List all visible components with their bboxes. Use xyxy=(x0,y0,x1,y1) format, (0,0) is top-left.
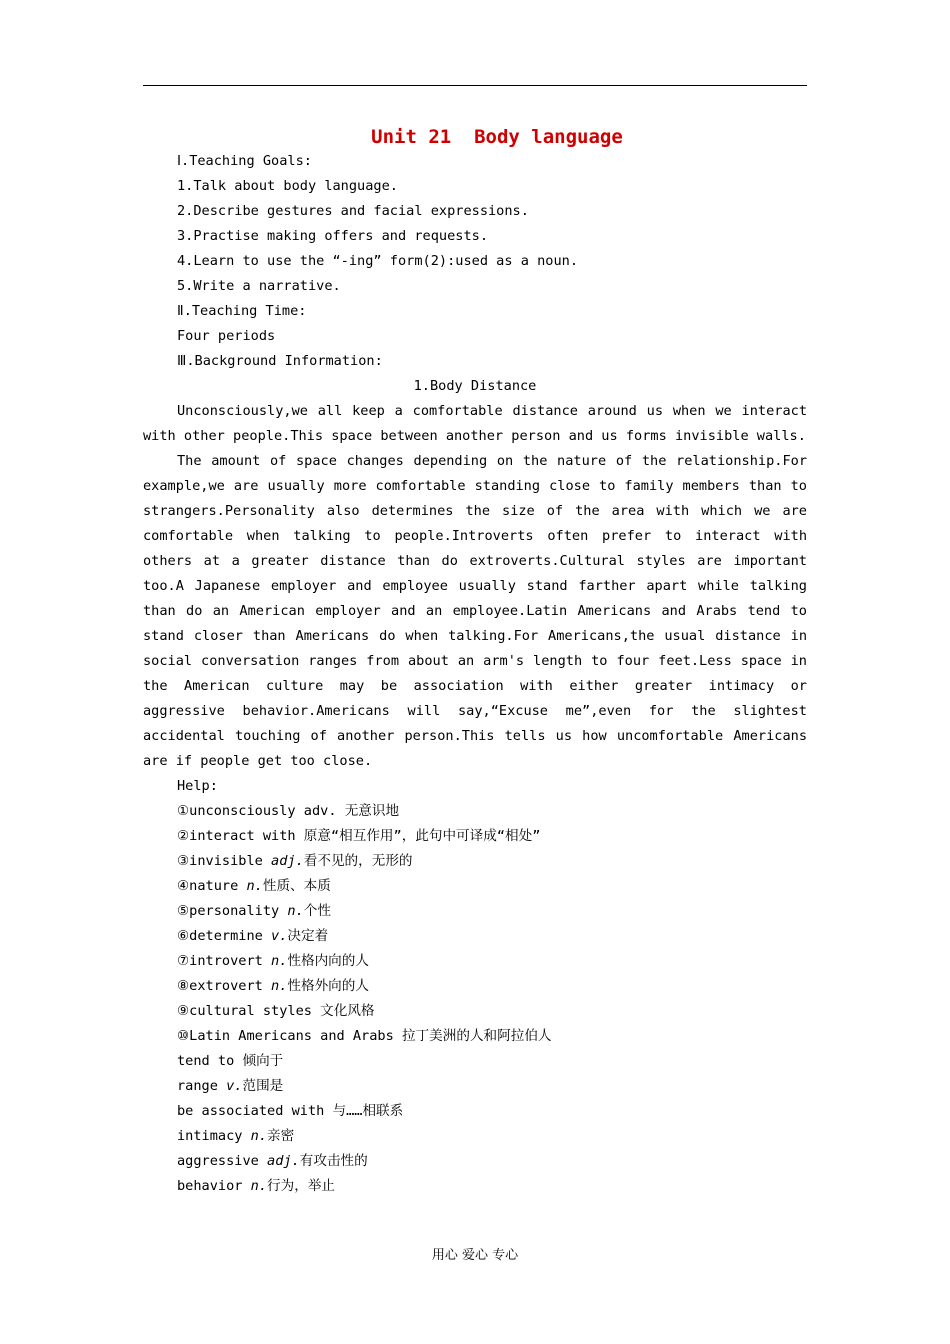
help-gloss: 看不见的，无形的 xyxy=(303,853,413,869)
header-rule xyxy=(143,85,807,86)
help-item xyxy=(143,849,807,874)
body-paragraph: The amount of space changes depending on the nature of the relationship.For example,we are usually more comfortable standing close to family members than to strangers.Personality also determines the size of the area with which we are comfortable when talking to people.Introverts often prefer to interact with others at a greater distance than do extroverts.Cultural styles are important too.A Japanese employer and employee usually stand farther apart while talking than do an American employer and an employee.Latin Americans and Arabs tend to stand closer than Americans do when talking.For Americans,the usual distance in social conversation ranges from about an arm's length to four feet.Less space in the American culture may be association with either greater intimacy or aggressive behavior.Americans will say,“Excuse me”,even for the slightest accidental touching of another person.This tells us how uncomfortable Americans are if people get too close. xyxy=(143,453,807,769)
help-item xyxy=(143,999,807,1024)
help-gloss: 无意识地 xyxy=(344,803,400,819)
help-term: ②interact with xyxy=(177,828,304,844)
help-gloss: 原意“相互作用”，此句中可译成“相处” xyxy=(303,828,541,844)
help-term: ①unconsciously adv. xyxy=(177,803,345,819)
help-gloss: 文化风格 xyxy=(320,1003,375,1019)
help-pos: adj. xyxy=(267,1153,300,1169)
help-item xyxy=(143,1124,807,1149)
help-item xyxy=(143,949,807,974)
goal-item: 4.Learn to use the “-ing” form(2):used as a noun. xyxy=(177,253,579,269)
help-term: tend to xyxy=(177,1053,243,1069)
page-footer: 用心 爱心 专心 xyxy=(431,1248,519,1263)
goal-item: 5.Write a narrative. xyxy=(177,278,341,294)
help-pos: n. xyxy=(250,1128,268,1144)
help-pos: n. xyxy=(271,978,288,994)
help-pos: adj. xyxy=(271,853,304,869)
help-term: ⑩Latin Americans and Arabs xyxy=(177,1028,402,1044)
help-gloss: 性格内向的人 xyxy=(287,953,369,969)
help-gloss: 与……相联系 xyxy=(332,1103,404,1119)
help-pos: v. xyxy=(271,928,288,944)
help-item xyxy=(143,799,807,824)
help-term: ⑥determine xyxy=(177,928,272,944)
document-title: Unit 21 Body language xyxy=(371,126,623,148)
help-gloss: 性格外向的人 xyxy=(287,978,369,994)
document-body xyxy=(143,149,807,1199)
background-heading: Ⅲ.Background Information: xyxy=(177,353,383,369)
help-gloss: 拉丁美洲的人和阿拉伯人 xyxy=(401,1028,552,1044)
help-term: ③invisible xyxy=(177,853,272,869)
help-term: range xyxy=(177,1078,227,1094)
help-item xyxy=(143,899,807,924)
help-gloss: 有攻击性的 xyxy=(299,1153,368,1169)
help-gloss: 范围是 xyxy=(242,1078,284,1094)
help-term: intimacy xyxy=(177,1128,251,1144)
goals-heading: Ⅰ.Teaching Goals: xyxy=(177,153,312,169)
help-item xyxy=(143,1149,807,1174)
help-item xyxy=(143,924,807,949)
help-item xyxy=(143,1024,807,1049)
goal-item: 1.Talk about body language. xyxy=(177,178,398,194)
help-gloss: 决定着 xyxy=(287,928,329,944)
help-pos: n. xyxy=(271,953,288,969)
help-term: be associated with xyxy=(177,1103,333,1119)
help-pos: n. xyxy=(287,903,304,919)
help-pos: n. xyxy=(250,1178,268,1194)
section-title: 1.Body Distance xyxy=(413,378,537,394)
time-value: Four periods xyxy=(177,328,276,344)
help-item xyxy=(143,974,807,999)
help-gloss: 亲密 xyxy=(267,1128,295,1144)
help-term: ④nature xyxy=(177,878,247,894)
help-gloss: 倾向于 xyxy=(242,1053,284,1069)
help-pos: v. xyxy=(226,1078,243,1094)
help-term: ⑧extrovert xyxy=(177,978,272,994)
help-gloss: 个性 xyxy=(303,903,331,919)
help-term: aggressive xyxy=(177,1153,268,1169)
body-paragraph: Unconsciously,we all keep a comfortable distance around us when we interact with other people.This space between another person and us forms invisible walls. xyxy=(143,403,807,444)
goal-item: 2.Describe gestures and facial expressions. xyxy=(177,203,529,219)
help-item xyxy=(143,1074,807,1099)
help-list xyxy=(143,799,807,1199)
help-pos: n. xyxy=(246,878,263,894)
help-term: behavior xyxy=(177,1178,251,1194)
goal-item: 3.Practise making offers and requests. xyxy=(177,228,488,244)
help-item xyxy=(143,824,807,849)
help-gloss: 性质、本质 xyxy=(262,878,331,894)
help-term: ⑦introvert xyxy=(177,953,272,969)
help-term: ⑤personality xyxy=(177,903,288,919)
help-heading: Help: xyxy=(177,778,218,794)
help-item xyxy=(143,1049,807,1074)
help-item xyxy=(143,1174,807,1199)
help-item xyxy=(143,1099,807,1124)
help-item xyxy=(143,874,807,899)
time-heading: Ⅱ.Teaching Time: xyxy=(177,303,307,319)
help-term: ⑨cultural styles xyxy=(177,1003,321,1019)
help-gloss: 行为，举止 xyxy=(267,1178,336,1194)
